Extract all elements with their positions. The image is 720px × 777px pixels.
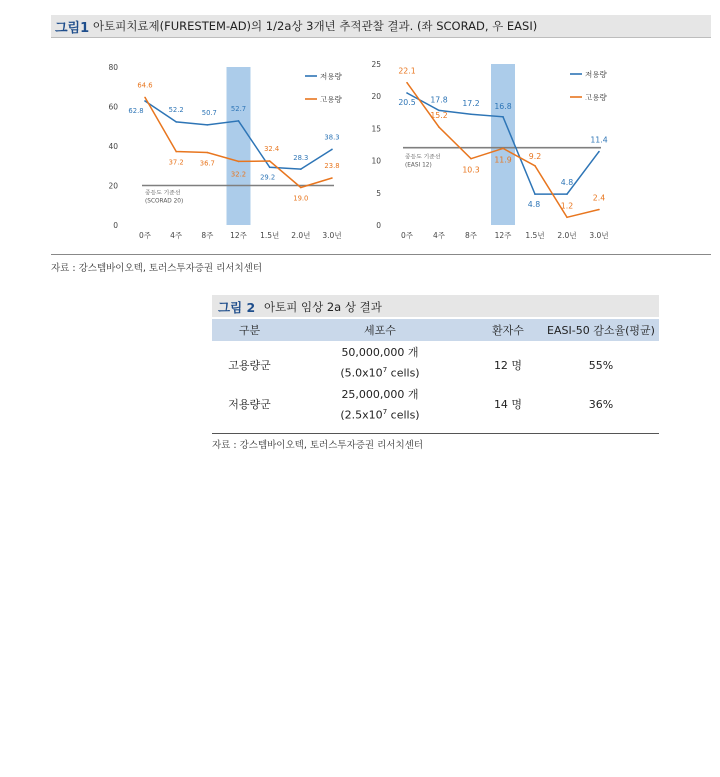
cells-sci-cell [287,362,473,383]
data-point [269,160,271,162]
data-label: 50.7 [201,108,217,117]
x-tick-label: 4주 [432,231,446,240]
data-point [331,177,333,179]
table-row [212,341,659,362]
cells-count-cell: 25,000,000 개 [341,387,419,401]
trial-results-table [212,319,659,425]
data-label: 1.2 [560,201,574,211]
y-tick-label: 60 [108,102,118,112]
figure2-title: 아토피 임상 2a 상 결과 [264,300,382,314]
x-tick-label: 4주 [170,231,183,240]
data-label: 37.2 [168,158,184,167]
figure1-title: 아토피치료제(FURESTEM-AD)의 1/2a상 3개년 추적관찰 결과. (좌 SCORAD, 우 EASI) [93,19,538,33]
data-point [144,97,146,99]
data-label: 11.4 [590,135,608,145]
cells-sci-unit: cells) [387,408,420,422]
y-tick-label: 10 [371,156,381,166]
data-point [406,82,408,84]
data-label: 28.3 [293,154,309,163]
y-tick-label: 15 [371,124,381,134]
y-tick-label: 5 [376,188,381,198]
rate-cell: 55% [588,358,614,372]
baseline-label: 중등도 기준선 [145,190,181,197]
figure2-source: 자료 : 강스템바이오텍, 토러스투자증권 리서치센터 [212,440,424,451]
data-point [406,92,408,94]
data-point [566,193,568,195]
figure1-number: 그림1 [55,21,90,36]
data-label: 19.0 [293,194,309,203]
figure1-source: 자료 : 강스템바이오텍, 토러스투자증권 리서치센터 [51,263,263,274]
baseline-label: 중등도 기준선 [405,154,441,161]
data-label: 36.7 [199,159,215,168]
rate-cell: 36% [588,397,614,411]
cells-sci-cell [287,404,473,425]
data-label: 62.8 [128,106,144,115]
data-point [502,116,504,118]
data-point [144,100,146,102]
cells-sci-exp: 7 [382,365,388,374]
data-label: 64.6 [137,81,153,90]
figure2-header [212,295,659,317]
data-label: 32.4 [264,145,280,154]
data-label: 32.2 [230,170,247,179]
x-tick-label: 0주 [138,231,152,240]
patients-cell: 14 명 [493,398,523,411]
group-cell: 고용량군 [228,359,271,372]
data-label: 22.1 [398,66,416,76]
x-tick-label: 12주 [494,231,512,240]
y-tick-label: 0 [113,221,118,230]
easi-chart [365,50,630,248]
data-point [598,209,600,211]
data-label: 10.3 [462,165,480,175]
figure2-number: 그림 2 [218,300,256,315]
data-label: 4.8 [560,178,574,188]
data-label: 38.3 [324,133,340,142]
cells-sci-base: (2.5x10 [340,408,383,422]
data-label: 23.8 [324,161,340,170]
legend-label: 저용량 [320,72,342,81]
x-tick-label: 3.0년 [322,231,342,240]
y-tick-label: 40 [108,142,118,151]
data-label: 11.9 [494,155,512,165]
data-point [566,216,568,218]
x-tick-label: 8주 [201,231,214,240]
x-tick-label: 0주 [400,231,414,240]
legend-label: 고용량 [585,93,607,102]
scorad-chart [100,50,360,248]
highlight-band [491,64,515,225]
data-point [238,120,240,122]
data-point [470,158,472,160]
data-point [534,165,536,167]
data-label: 20.5 [398,97,416,107]
y-tick-label: 20 [108,181,118,191]
x-tick-label: 3.0년 [589,231,609,240]
data-point [470,113,472,115]
y-tick-label: 20 [371,92,381,102]
data-label: 17.8 [430,95,448,105]
data-label: 16.8 [494,101,512,111]
data-point [598,151,600,153]
data-label: 52.2 [168,105,184,114]
table-row [212,383,659,404]
highlight-band [227,67,251,225]
data-label: 52.7 [230,104,247,113]
patients-cell: 12 명 [493,359,523,372]
x-tick-label: 2.0년 [557,231,577,240]
figure1-divider [51,254,711,255]
x-tick-label: 8주 [464,231,478,240]
baseline-label: (SCORAD 20) [145,198,184,205]
data-point [438,126,440,128]
data-label: 29.2 [260,173,276,182]
cells-sci-exp: 7 [382,407,388,416]
data-label: 4.8 [527,200,541,210]
data-point [502,148,504,150]
data-label: 15.2 [430,111,448,121]
legend-label: 저용량 [585,70,607,79]
x-tick-label: 2.0년 [291,231,311,240]
y-tick-label: 0 [376,221,381,230]
data-point [331,149,333,151]
x-tick-label: 12주 [230,231,247,240]
data-point [175,121,177,123]
data-label: 17.2 [462,99,480,109]
header-group: 구분 [212,319,287,341]
legend-label: 고용량 [320,95,342,104]
header-patients: 환자수 [473,319,543,341]
data-point [269,167,271,169]
figure2-divider [212,433,659,434]
data-point [238,161,240,163]
y-tick-label: 25 [371,60,381,69]
x-tick-label: 1.5년 [260,231,280,240]
x-tick-label: 1.5년 [525,231,545,240]
data-point [534,193,536,195]
y-tick-label: 80 [108,63,118,72]
baseline-label: (EASI 12) [405,162,432,169]
table-header-row [212,319,659,341]
header-easi50: EASI-50 감소율(평균) [543,319,659,341]
header-cells: 세포수 [287,319,473,341]
data-point [300,168,302,170]
figure1-header [51,15,711,38]
cells-sci-unit: cells) [387,366,420,380]
data-point [175,151,177,153]
group-cell: 저용량군 [228,398,271,411]
data-point [207,124,209,126]
data-label: 9.2 [528,151,542,161]
cells-sci-base: (5.0x10 [340,366,383,380]
cells-count-cell: 50,000,000 개 [341,345,419,359]
data-point [300,187,302,189]
data-label: 2.4 [592,193,606,203]
data-point [207,152,209,154]
